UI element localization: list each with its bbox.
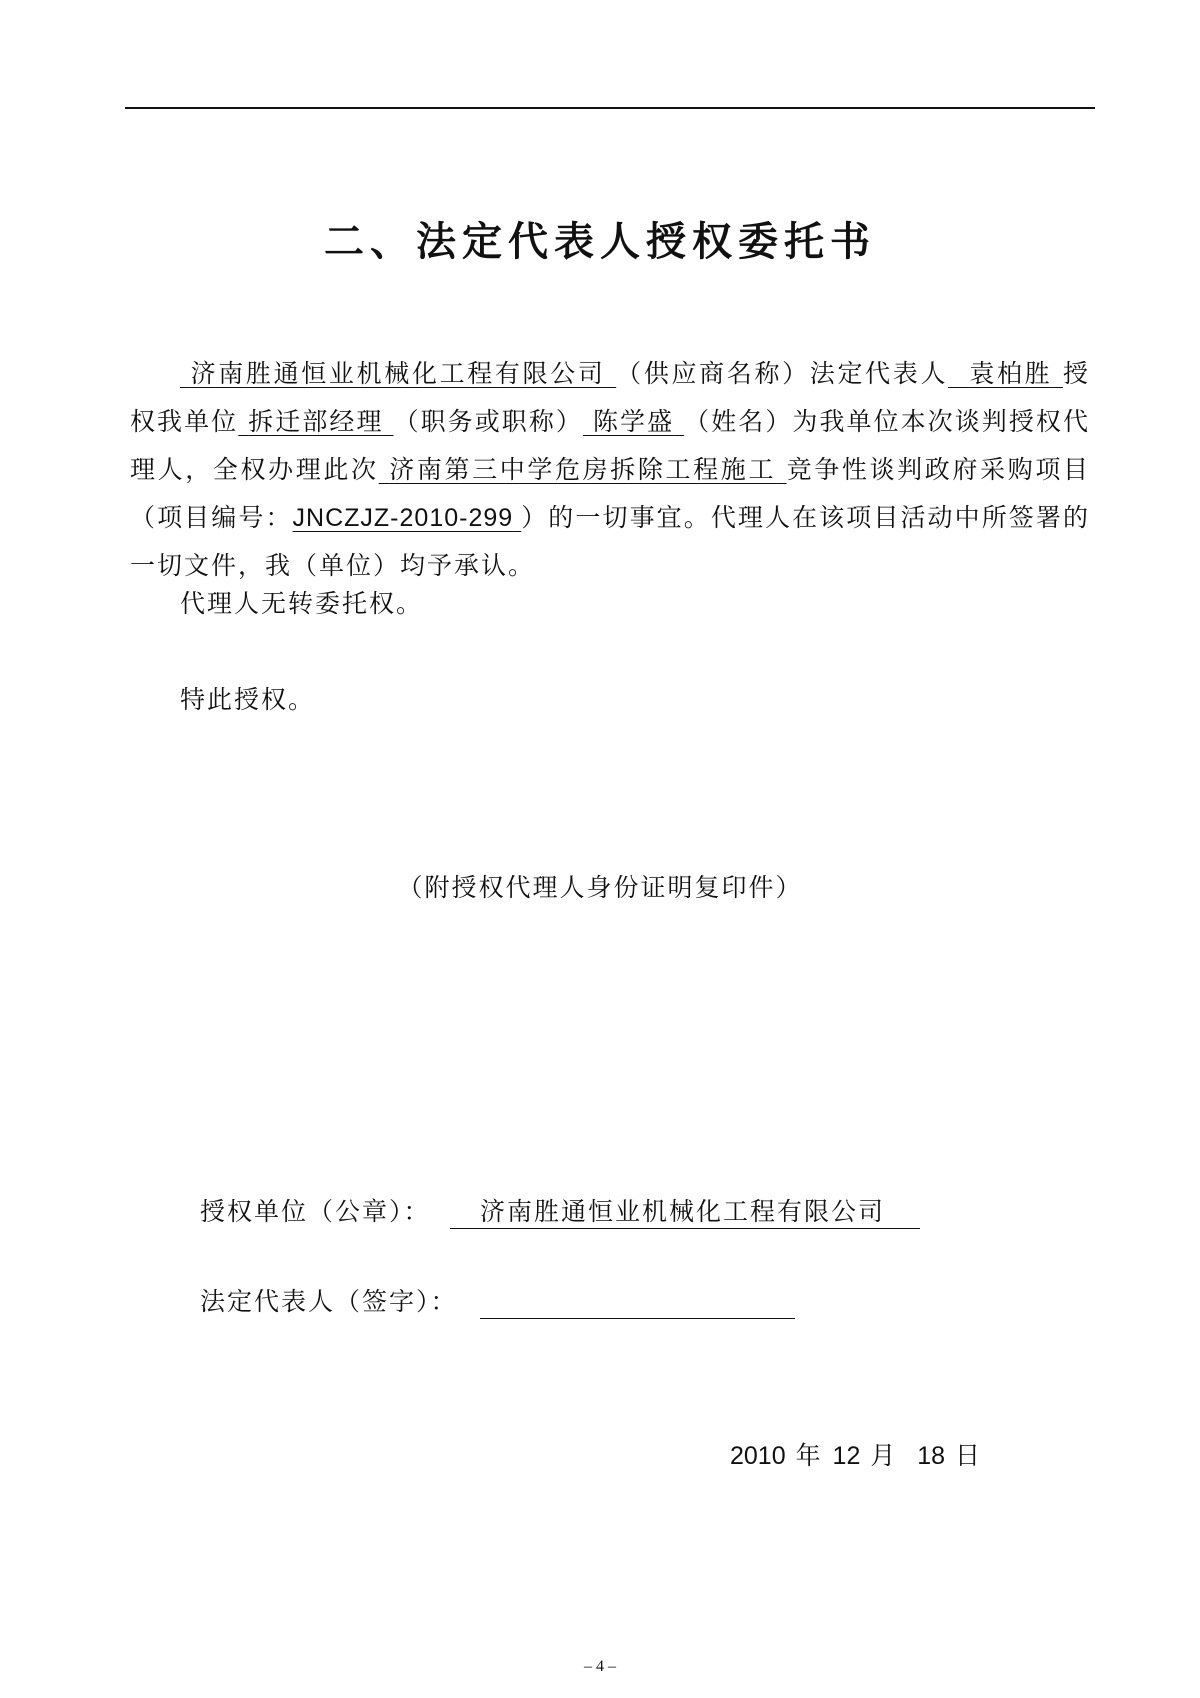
supplier-name: 济南胜通恒业机械化工程有限公司 bbox=[190, 359, 606, 388]
attachment-note: （附授权代理人身份证明复印件） bbox=[397, 873, 803, 902]
legal-rep-name: 袁柏胜 bbox=[969, 359, 1053, 388]
header-rule bbox=[125, 107, 1095, 109]
supplier-name-field bbox=[180, 359, 616, 388]
date-month-unit: 月 bbox=[870, 1441, 898, 1470]
project-name-field bbox=[379, 455, 787, 484]
date-month: 12 bbox=[832, 1442, 861, 1470]
project-number-field bbox=[293, 504, 522, 532]
legal-rep-name-field bbox=[948, 359, 1063, 388]
authorization-body bbox=[130, 350, 1090, 590]
position-field bbox=[238, 407, 393, 436]
position-value: 拆迁部经理 bbox=[248, 407, 384, 436]
agent-label: （姓名）为我单位本次谈判授权代理人，全权办理此次 bbox=[130, 407, 1090, 484]
document-title: 二、法定代表人授权委托书 bbox=[324, 219, 876, 265]
authorization-paragraph bbox=[130, 350, 1090, 590]
signature-line bbox=[480, 1318, 795, 1319]
agent-name: 陈学盛 bbox=[592, 407, 675, 436]
date bbox=[730, 1436, 982, 1472]
supplier-label: （供应商名称）法定代表人 bbox=[616, 359, 949, 388]
project-name: 济南第三中学危房拆除工程施工 bbox=[389, 455, 777, 484]
date-year: 2010 bbox=[730, 1442, 786, 1470]
no-subdelegation-statement: 代理人无转委托权。 bbox=[180, 589, 424, 618]
page-number: – 4 – bbox=[584, 1658, 616, 1675]
date-day-unit: 日 bbox=[955, 1441, 983, 1470]
authorize-prefix: 授权我单位 bbox=[130, 359, 1090, 436]
position-label: （职务或职称） bbox=[393, 407, 583, 436]
project-number: JNCZJZ-2010-299 bbox=[292, 504, 514, 532]
authorizing-unit-value: 济南胜通恒业机械化工程有限公司 bbox=[450, 1192, 920, 1229]
closing-clause: ）的一切事宜。代理人在该项目活动中所签署的一切文件，我（单位）均予承认。 bbox=[130, 503, 1090, 580]
project-label: 竞争性谈判政府采购项目（项目编号： bbox=[130, 455, 1090, 532]
authorizing-unit-label: 授权单位（公章）： bbox=[200, 1197, 431, 1226]
date-year-unit: 年 bbox=[795, 1441, 823, 1470]
agent-name-field bbox=[583, 407, 684, 436]
legal-rep-signature-label: 法定代表人（签字）： bbox=[200, 1287, 458, 1316]
closing-statement: 特此授权。 bbox=[180, 685, 316, 714]
date-day: 18 bbox=[917, 1442, 946, 1470]
